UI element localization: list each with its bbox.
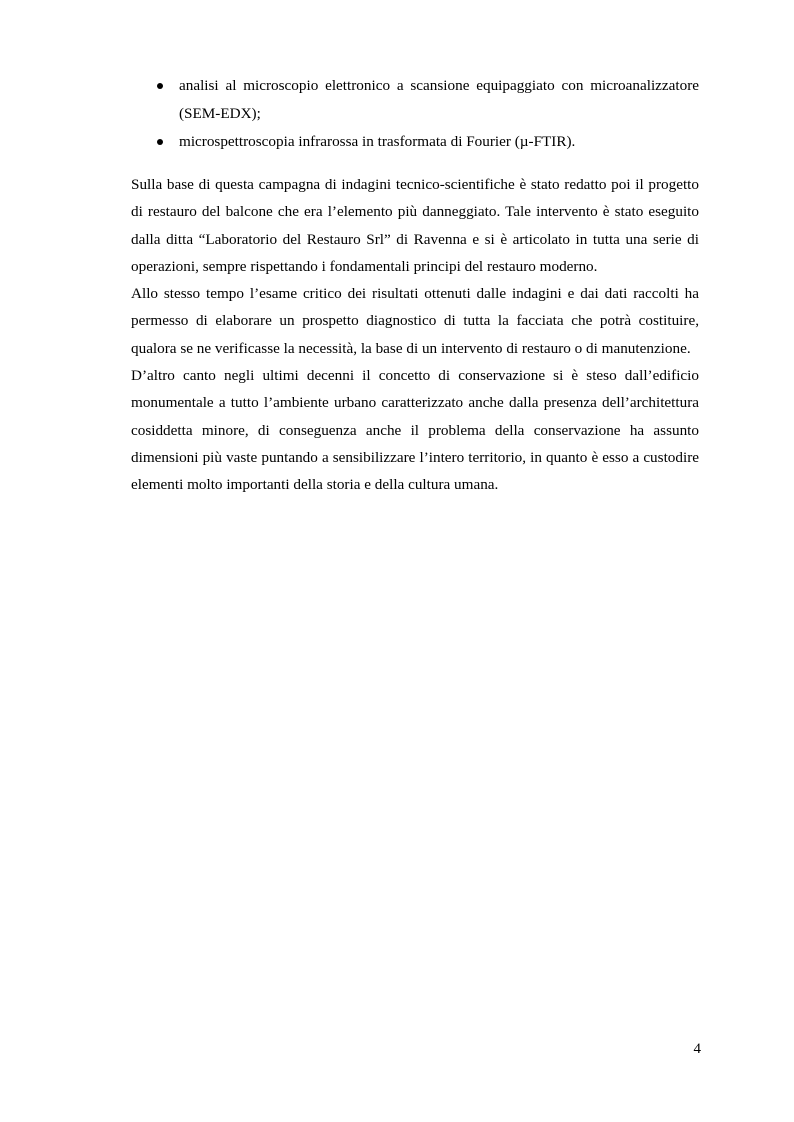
bullet-dot-icon xyxy=(157,139,163,145)
paragraph: D’altro canto negli ultimi decenni il concetto di conservazione si è steso dall’edificio monumentale a tutto l’ambiente urbano caratterizzato anche dalla presenza dell’architettura cosiddetta minore, di conseguenza anche il problema della conservazione ha assunto dimensioni più vaste puntando a sensibilizzare l’intero territorio, in quanto è esso a custodire elementi molto importanti della storia e della cultura umana. xyxy=(131,367,699,494)
bullet-dot-icon xyxy=(157,83,163,89)
bullet-item xyxy=(131,128,699,156)
page-number: 4 xyxy=(693,1041,701,1057)
paragraph: Allo stesso tempo l’esame critico dei risultati ottenuti dalle indagini e dai dati raccolti ha permesso di elaborare un prospetto diagnostico di tutta la facciata che potrà costituire, qualora se ne verificasse la necessità, la base di un intervento di restauro o di manutenzione. xyxy=(131,285,699,357)
bullet-text: microspettroscopia infrarossa in trasformata di Fourier (µ-FTIR). xyxy=(179,133,576,150)
paragraph: Sulla base di questa campagna di indagini tecnico-scientifiche è stato redatto poi il progetto di restauro del balcone che era l’elemento più danneggiato. Tale intervento è stato eseguito dalla ditta “Laboratorio del Restauro Srl” di Ravenna e si è articolato in tutta una serie di operazioni, sempre rispettando i fondamentali principi del restauro moderno. xyxy=(131,176,699,275)
body-text xyxy=(131,171,699,499)
bullet-list xyxy=(131,72,699,156)
bullet-item xyxy=(131,72,699,128)
bullet-text: analisi al microscopio elettronico a scansione equipaggiato con microanalizzatore (SEM-EDX); xyxy=(179,77,699,122)
